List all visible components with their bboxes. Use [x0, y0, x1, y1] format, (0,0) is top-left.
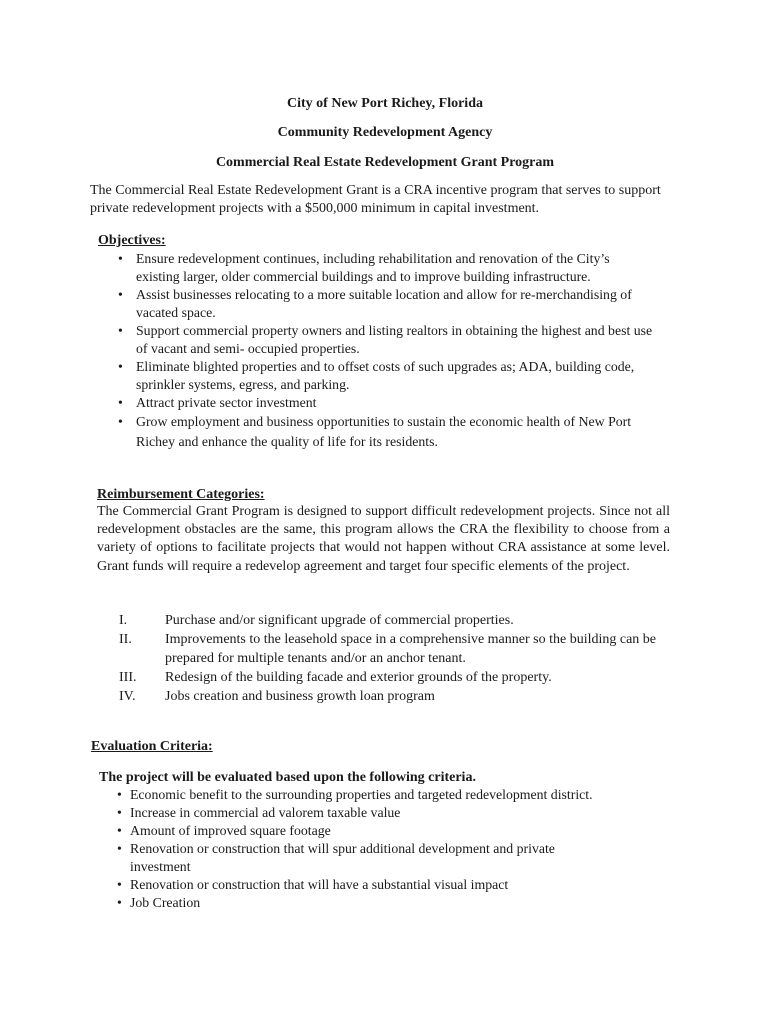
list-item: [97, 668, 677, 687]
list-number: IV.: [119, 689, 136, 704]
list-number: III.: [119, 670, 137, 685]
list-item: • Renovation or construction that will have a substantial visual impact: [114, 876, 654, 894]
header-agency: Community Redevelopment Agency: [277, 125, 493, 140]
list-item: • Amount of improved square footage: [114, 822, 654, 840]
list-text: Jobs creation and business growth loan program: [165, 689, 435, 704]
list-item: • Increase in commercial ad valorem taxable value: [114, 804, 654, 822]
header-program-title: Commercial Real Estate Redevelopment Grant Program: [215, 155, 555, 170]
list-item: • Economic benefit to the surrounding properties and targeted redevelopment district.: [114, 786, 654, 804]
list-item: [97, 630, 677, 668]
list-item: [97, 611, 677, 630]
list-item: • Ensure redevelopment continues, including rehabilitation and renovation of the City’s existing larger, older commercial buildings and to improve building infrastructure.: [114, 250, 654, 286]
list-item: • Support commercial property owners and listing realtors in obtaining the highest and best use of vacant and semi- occupied properties.: [114, 322, 654, 358]
evaluation-list: [114, 786, 654, 912]
reimbursement-paragraph: The Commercial Grant Program is designed to support difficult redevelopment projects. Since not all redevelopment obstacles are the same, this program allows the CRA the flexibility to choose from a variety of options to facilitate projects that would not happen without CRA assistance at some level. Grant funds will require a redevelop agreement and target four specific elements of the project.: [97, 504, 670, 574]
reimbursement-list: [97, 611, 677, 706]
list-item: • Job Creation: [114, 894, 654, 912]
list-item: • Grow employment and business opportunities to sustain the economic health of New Port Richey and enhance the quality of life for its residents.: [114, 412, 654, 452]
header-city: City of New Port Richey, Florida: [287, 96, 483, 111]
list-item: • Eliminate blighted properties and to offset costs of such upgrades as; ADA, building code, sprinkler systems, egress, and parking.: [114, 358, 654, 394]
list-item: [97, 687, 677, 706]
list-item: • Assist businesses relocating to a more suitable location and allow for re-merchandising of vacated space.: [114, 286, 654, 322]
list-text: Purchase and/or significant upgrade of commercial properties.: [165, 613, 514, 628]
list-item: • Renovation or construction that will spur additional development and private investment: [114, 840, 654, 876]
objectives-heading: Objectives:: [98, 233, 166, 248]
evaluation-intro: The project will be evaluated based upon the following criteria.: [99, 770, 476, 785]
evaluation-heading: Evaluation Criteria:: [91, 739, 213, 754]
list-number: I.: [119, 613, 128, 628]
intro-paragraph: The Commercial Real Estate Redevelopment Grant is a CRA incentive program that serves to support private redevelopment projects with a $500,000 minimum in capital investment.: [90, 183, 661, 217]
objectives-list: [114, 250, 654, 452]
list-number: II.: [119, 632, 132, 647]
list-text: Redesign of the building facade and exterior grounds of the property.: [165, 670, 552, 685]
reimbursement-heading: Reimbursement Categories:: [97, 487, 265, 502]
list-text: Improvements to the leasehold space in a comprehensive manner so the building can be prepared for multiple tenants and/or an anchor tenant.: [165, 632, 657, 666]
list-item: • Attract private sector investment: [114, 394, 654, 412]
